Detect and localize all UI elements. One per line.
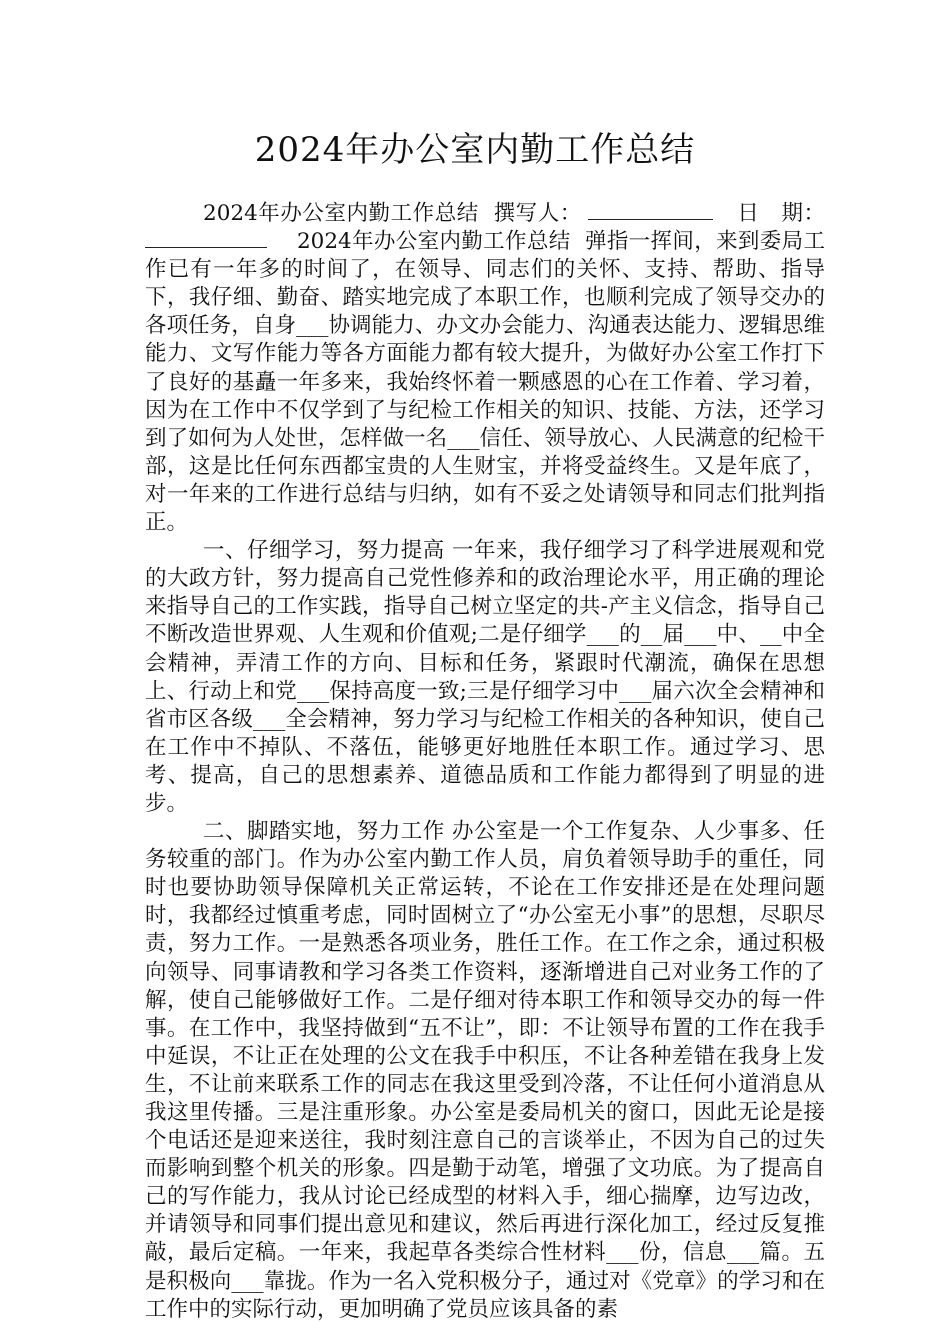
paragraph-work: 二、脚踏实地，努力工作 办公室是一个工作复杂、人少事多、任务较重的部门。作为办公室内勤工作人员，肩负着领导助手的重任，同时也要协助领导保障机关正常运转，不论在工作安排还是在处理问题时，我都经过慎重考虑，同时固树立了“办公室无小事”的思想，尽职尽责，努力工作。一是熟悉各项业务，胜任工作。在工作之余，通过积极向领导、同事请教和学习各类工作资料，逐渐增进自己对业务工作的了解，使自己能够做好工作。二是仔细对待本职工作和领导交办的每一件事。在工作中，我坚持做到“五不让”，即：不让领导布置的工作在我手中延误，不让正在处理的公文在我手中积压，不让各种差错在我身上发生，不让前来联系工作的同志在我这里受到冷落，不让任何小道消息从我这里传播。三是注重形象。办公室是委局机关的窗口，因此无论是接个电话还是迎来送往，我时刻注意自己的言谈举止，不因为自己的过失而影响到整个机关的形象。四是勤于动笔，增强了文功底。为了提高自己的写作能力，我从讨论已经成型的材料入手，细心揣摩，边写边改，并请领导和同事们提出意见和建议，然后再进行深化加工，经过反复推敲，最后定稿。一年来，我起草各类综合性材料___份，信息___篇。五是积极向___靠拢。作为一名入党积极分子，通过对《党章》的学习和在工作中的实际行动，更加明确了党员应该具备的素 xyxy=(145,819,825,1322)
header-doc-name: 2024年办公室内勤工作总结 xyxy=(203,201,479,226)
document-body xyxy=(145,200,825,1324)
paragraph-study: 一、仔细学习，努力提高 一年来，我仔细学习了科学进展观和党的大政方针，努力提高自己党性修养和的政治理论水平，用正确的理论来指导自己的工作实践，指导自己树立坚定的共-产主义信念，指导自己不断改造世界观、人生观和价值观;二是仔细学___的__届___中、__中全会精神，弄清工作的方向、目标和任务，紧跟时代潮流，确保在思想上、行动上和党___保持高度一致;三是仔细学习中___届六次全会精神和省市区各级___全会精神，努力学习与纪检工作相关的各种知识，使自己在工作中不掉队、不落伍，能够更好地胜任本职工作。通过学习、思考、提高，自己的思想素养、道德品质和工作能力都得到了明显的进步。 xyxy=(145,538,825,816)
paragraph-text: 弹指一挥间，来到委局工作已有一年多的时间了，在领导、同志们的关怀、支持、帮助、指导下，我仔细、勤奋、踏实地完成了本职工作，也顺利完成了领导交办的各项任务，自身___协调能力、办文办会能力、沟通表达能力、逻辑思维能力、文写作能力等各方面能力都有较大提升，为做好办公室工作打下了良好的基矗一年多来，我始终怀着一颗感恩的心在工作着、学习着，因为在工作中不仅学到了与纪检工作相关的知识、技能、方法，还学习到了如何为人处世，怎样做一名___信任、领导放心、人民满意的纪检干部，这是比任何东西都宝贵的人生财宝，并将受益终生。又是年底了，对一年来的工作进行总结与归纳，如有不妥之处请领导和同志们批判指正。 xyxy=(145,229,825,536)
date-blank xyxy=(145,229,267,248)
document-title: 2024年办公室内勤工作总结 xyxy=(254,130,696,170)
author-label: 撰写人： xyxy=(493,201,582,226)
date-label: 日 期： xyxy=(736,201,825,226)
paragraph-intro xyxy=(145,200,825,537)
author-blank xyxy=(588,201,713,220)
lead-title: 2024年办公室内勤工作总结 xyxy=(297,229,571,255)
